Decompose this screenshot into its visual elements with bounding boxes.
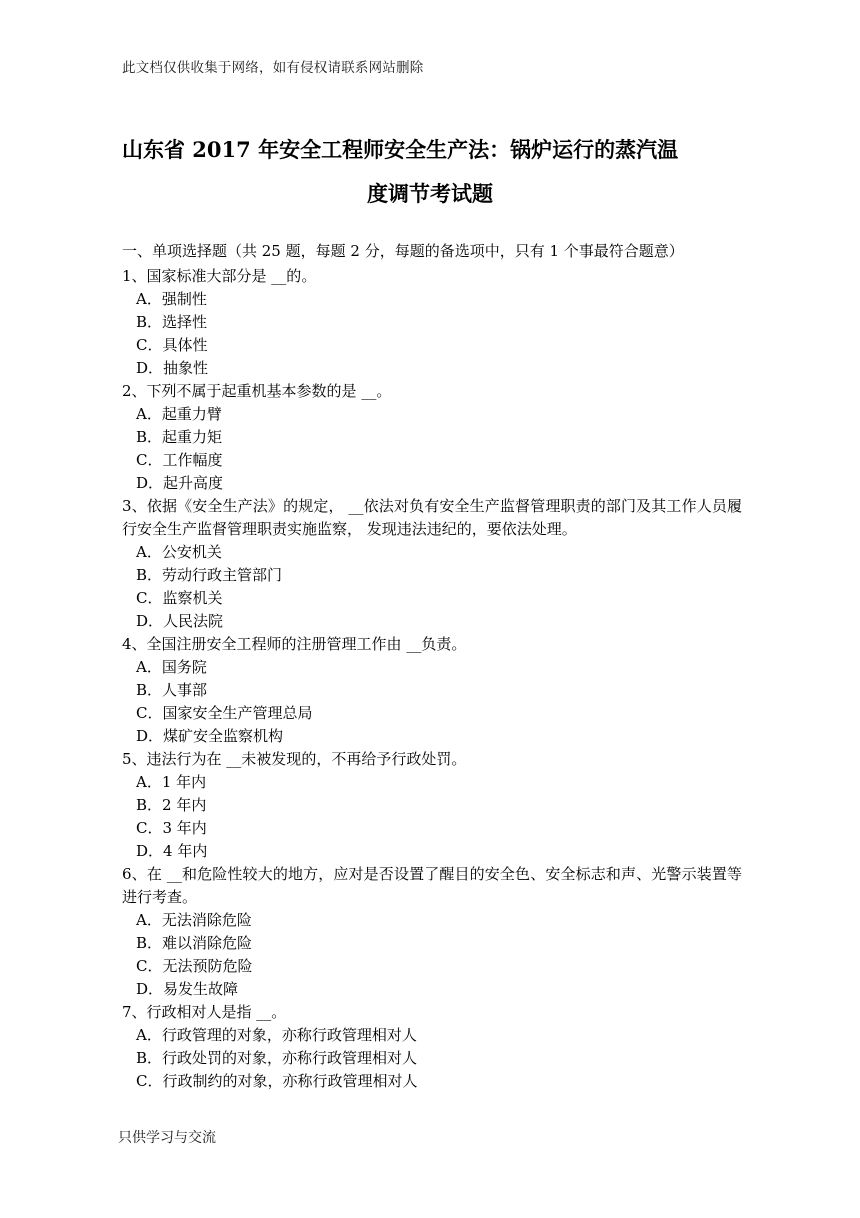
question-block bbox=[122, 1001, 742, 1093]
option-c: C．国家安全生产管理总局 bbox=[136, 704, 313, 722]
question-block bbox=[122, 265, 742, 380]
question-stem: 6、在 __和危险性较大的地方，应对是否设置了醒目的安全色、安全标志和声、光警示装置等进行考查。 bbox=[122, 865, 742, 906]
option-b: B．起重力矩 bbox=[136, 428, 223, 446]
option-a: A．强制性 bbox=[136, 290, 207, 308]
option-a: A．无法消除危险 bbox=[136, 911, 252, 929]
question-stem: 7、行政相对人是指 __。 bbox=[122, 1003, 287, 1021]
question-stem: 2、下列不属于起重机基本参数的是 __。 bbox=[122, 382, 392, 400]
document-title bbox=[122, 128, 738, 216]
option-b: B．劳动行政主管部门 bbox=[136, 566, 283, 584]
option-d: D．4 年内 bbox=[136, 842, 208, 860]
document-title-line-2: 度调节考试题 bbox=[367, 181, 493, 206]
option-b: B．2 年内 bbox=[136, 796, 207, 814]
document-title-line-1: 山东省 2017 年安全工程师安全生产法：锅炉运行的蒸汽温 bbox=[122, 137, 679, 162]
option-d: D．煤矿安全监察机构 bbox=[136, 727, 284, 745]
option-a: A．行政管理的对象，亦称行政管理相对人 bbox=[136, 1026, 417, 1044]
option-d: D．抽象性 bbox=[136, 359, 209, 377]
option-c: C．无法预防危险 bbox=[136, 957, 253, 975]
bottom-watermark-notice: 只供学习与交流 bbox=[118, 1130, 216, 1146]
question-block bbox=[122, 748, 742, 863]
option-b: B．行政处罚的对象，亦称行政管理相对人 bbox=[136, 1049, 418, 1067]
option-d: D．起升高度 bbox=[136, 474, 224, 492]
option-a: A．公安机关 bbox=[136, 543, 222, 561]
option-a: A．国务院 bbox=[136, 658, 207, 676]
option-c: C．行政制约的对象，亦称行政管理相对人 bbox=[136, 1072, 418, 1090]
option-d: D．人民法院 bbox=[136, 612, 224, 630]
option-a: A．1 年内 bbox=[136, 773, 207, 791]
question-block bbox=[122, 863, 742, 1001]
section-heading: 一、单项选择题（共 25 题，每题 2 分，每题的备选项中，只有 1 个事最符合题意） bbox=[122, 242, 684, 260]
option-b: B．人事部 bbox=[136, 681, 208, 699]
option-b: B．难以消除危险 bbox=[136, 934, 253, 952]
option-c: C．工作幅度 bbox=[136, 451, 223, 469]
question-stem: 3、依据《安全生产法》的规定， __依法对负有安全生产监督管理职责的部门及其工作人员履行安全生产监督管理职责实施监察， 发现违法违纪的，要依法处理。 bbox=[122, 497, 742, 538]
option-b: B．选择性 bbox=[136, 313, 208, 331]
option-c: C．3 年内 bbox=[136, 819, 207, 837]
top-watermark-notice: 此文档仅供收集于网络，如有侵权请联系网站删除 bbox=[122, 60, 424, 76]
question-block bbox=[122, 495, 742, 633]
option-c: C．具体性 bbox=[136, 336, 208, 354]
question-stem: 4、全国注册安全工程师的注册管理工作由 __负责。 bbox=[122, 635, 467, 653]
document-body bbox=[122, 240, 742, 1093]
question-block bbox=[122, 380, 742, 495]
question-stem: 5、违法行为在 __未被发现的，不再给予行政处罚。 bbox=[122, 750, 467, 768]
question-block bbox=[122, 633, 742, 748]
question-stem: 1、国家标准大部分是 __的。 bbox=[122, 267, 317, 285]
option-a: A．起重力臂 bbox=[136, 405, 222, 423]
option-c: C．监察机关 bbox=[136, 589, 223, 607]
option-d: D．易发生故障 bbox=[136, 980, 239, 998]
